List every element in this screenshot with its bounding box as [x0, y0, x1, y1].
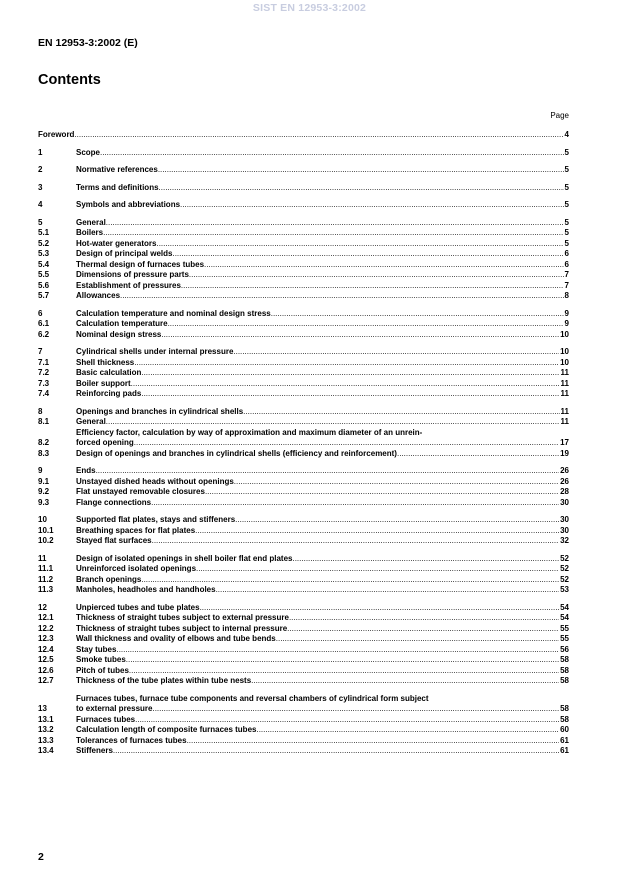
- toc-entry-title: Nominal design stress: [76, 329, 162, 339]
- toc-entry[interactable]: [38, 634, 569, 645]
- toc-entry-page: 52: [560, 553, 569, 563]
- dot-leader: [180, 200, 564, 211]
- toc-entry-page: 61: [560, 735, 569, 745]
- toc-entry[interactable]: [38, 165, 569, 176]
- toc-entry-title: Design of isolated openings in shell boiler flat end plates: [76, 553, 293, 563]
- toc-entry-title: General: [76, 217, 106, 227]
- toc-entry[interactable]: [38, 148, 569, 159]
- toc-entry-title: Flat unstayed removable closures: [76, 487, 205, 496]
- toc-entry-title: Allowances: [76, 291, 121, 300]
- dot-leader: [205, 487, 559, 498]
- dot-leader: [152, 704, 559, 715]
- toc-entry-page: 9: [564, 319, 569, 328]
- dot-leader: [161, 330, 559, 341]
- dot-leader: [131, 379, 560, 390]
- toc-entry-page: 32: [560, 536, 569, 545]
- toc-entry-page: 28: [560, 487, 569, 496]
- toc-entry-page: 52: [560, 574, 569, 584]
- toc-entry-page: 58: [560, 676, 569, 685]
- toc-entry-number: 10: [38, 515, 47, 524]
- toc-entry-number: 5.6: [38, 280, 50, 290]
- table-of-contents: [38, 130, 569, 757]
- dot-leader: [181, 281, 564, 292]
- toc-entry-title: Symbols and abbreviations: [76, 200, 181, 209]
- toc-entry-number: 5: [38, 217, 43, 227]
- toc-entry-number: 12.2: [38, 623, 54, 633]
- toc-entry[interactable]: [38, 200, 569, 211]
- toc-entry[interactable]: [38, 736, 569, 747]
- toc-entry-number: 11.1: [38, 564, 54, 573]
- dot-leader: [216, 585, 560, 596]
- toc-entry-title: to external pressure: [76, 704, 153, 713]
- toc-entry-number: 7.3: [38, 378, 50, 388]
- toc-entry-page: 10: [560, 357, 569, 367]
- toc-entry-number: 4: [38, 200, 43, 209]
- toc-entry-number: 6: [38, 308, 43, 318]
- toc-entry-number: 12.3: [38, 634, 54, 643]
- toc-entry-page: 7: [564, 280, 569, 290]
- toc-entry-number: 5.4: [38, 259, 50, 269]
- toc-entry[interactable]: [38, 585, 569, 596]
- toc-entry[interactable]: [38, 487, 569, 498]
- toc-entry-title: Design of openings and branches in cylindrical shells (efficiency and reinforcement): [76, 448, 397, 458]
- dot-leader: [234, 477, 559, 488]
- toc-entry-number: 7.2: [38, 368, 50, 377]
- dot-leader: [106, 218, 564, 229]
- dot-leader: [141, 575, 559, 586]
- toc-entry[interactable]: [38, 239, 569, 250]
- toc-entry-title: General: [76, 417, 106, 426]
- toc-entry-title: Furnaces tubes, furnace tube components and reversal chambers of cylindrical form subject: [76, 693, 429, 703]
- toc-entry-page: 30: [560, 497, 569, 507]
- toc-entry-number: 3: [38, 182, 43, 192]
- toc-entry-page: 7: [564, 270, 569, 279]
- dot-leader: [200, 603, 560, 614]
- toc-entry[interactable]: [38, 249, 569, 260]
- toc-entry[interactable]: [38, 466, 569, 477]
- dot-leader: [233, 347, 559, 358]
- dot-leader: [151, 498, 559, 509]
- toc-entry-page: 54: [560, 613, 569, 622]
- toc-entry-number: 5.7: [38, 291, 50, 300]
- toc-entry-title: Unpierced tubes and tube plates: [76, 602, 200, 612]
- dot-leader: [120, 291, 564, 302]
- toc-entry[interactable]: [38, 407, 569, 418]
- dot-leader: [141, 389, 559, 400]
- toc-entry-number: 9: [38, 466, 43, 475]
- toc-entry[interactable]: [38, 347, 569, 358]
- toc-entry-title: Boilers: [76, 228, 104, 237]
- toc-entry-title: Thermal design of furnaces tubes: [76, 259, 205, 269]
- dot-leader: [135, 715, 559, 726]
- toc-entry[interactable]: [38, 319, 569, 330]
- toc-entry-page: 26: [560, 476, 569, 486]
- toc-entry-title: Normative references: [76, 165, 158, 174]
- toc-entry-number: 12: [38, 602, 47, 612]
- toc-entry-page: 53: [560, 585, 569, 594]
- toc-entry-title: Breathing spaces for flat plates: [76, 525, 196, 535]
- toc-entry-page: 19: [560, 448, 569, 458]
- toc-entry[interactable]: [38, 613, 569, 624]
- toc-entry-page: 5: [564, 147, 569, 157]
- toc-entry-page: 11: [560, 406, 569, 416]
- toc-entry-page: 4: [564, 130, 569, 139]
- dot-leader: [113, 746, 559, 757]
- toc-entry-number: 13.4: [38, 746, 54, 755]
- toc-entry[interactable]: [38, 715, 569, 726]
- toc-entry-number: 12.7: [38, 676, 54, 685]
- toc-entry-number: 10.1: [38, 525, 54, 535]
- toc-entry-page: 58: [560, 714, 569, 724]
- toc-entry[interactable]: [38, 270, 569, 281]
- toc-entry-number: 9.3: [38, 497, 50, 507]
- toc-entry-title: forced opening: [76, 438, 134, 447]
- toc-entry-title: Thickness of straight tubes subject to internal pressure: [76, 623, 288, 633]
- toc-entry-page: 11: [560, 368, 569, 377]
- toc-entry-page: 11: [560, 417, 569, 426]
- toc-entry[interactable]: [38, 130, 569, 141]
- dot-leader: [195, 526, 559, 537]
- toc-entry-title: Stiffeners: [76, 746, 113, 755]
- toc-entry-number: 12.1: [38, 613, 54, 622]
- toc-entry[interactable]: [38, 358, 569, 369]
- toc-entry-page: 11: [560, 389, 569, 398]
- toc-entry-page: 60: [560, 725, 569, 734]
- toc-entry[interactable]: [38, 526, 569, 537]
- toc-entry-number: 6.2: [38, 329, 50, 339]
- page-title: Contents: [38, 72, 101, 88]
- toc-entry-page: 6: [564, 259, 569, 269]
- toc-entry-title: Wall thickness and ovality of elbows and tube bends: [76, 634, 276, 643]
- dot-leader: [106, 417, 560, 428]
- toc-entry-title: Manholes, headholes and handholes: [76, 585, 216, 594]
- dot-leader: [172, 249, 563, 260]
- toc-entry-page: 58: [560, 665, 569, 675]
- toc-entry-number: 10.2: [38, 536, 54, 545]
- toc-entry[interactable]: [38, 655, 569, 666]
- toc-entry-title: Terms and definitions: [76, 182, 159, 192]
- toc-entry[interactable]: [38, 554, 569, 565]
- toc-entry-number: 13: [38, 704, 47, 713]
- toc-entry-number: 5.2: [38, 238, 50, 248]
- dot-leader: [204, 260, 564, 271]
- toc-entry-title: Cylindrical shells under internal pressure: [76, 347, 234, 356]
- toc-entry[interactable]: [38, 417, 569, 428]
- toc-entry-number: 2: [38, 165, 43, 174]
- document-id: EN 12953-3:2002 (E): [38, 37, 138, 49]
- dot-leader: [235, 515, 559, 526]
- toc-entry-page: 30: [560, 515, 569, 524]
- toc-entry[interactable]: [38, 218, 569, 229]
- dot-leader: [159, 183, 564, 194]
- toc-entry-page: 58: [560, 704, 569, 713]
- toc-entry-page: 6: [564, 249, 569, 258]
- toc-entry-number: 8: [38, 406, 43, 416]
- toc-entry-title: Openings and branches in cylindrical shells: [76, 406, 244, 416]
- toc-entry-number: 7.4: [38, 389, 50, 398]
- toc-entry[interactable]: [38, 428, 569, 449]
- dot-leader: [397, 449, 559, 460]
- dot-leader: [243, 407, 559, 418]
- toc-entry-title: Pitch of tubes: [76, 665, 129, 675]
- toc-entry-title: Dimensions of pressure parts: [76, 270, 189, 279]
- toc-entry-title: Unstayed dished heads without openings: [76, 476, 234, 486]
- toc-entry-number: 12.5: [38, 655, 54, 664]
- toc-entry-number: 8.2: [38, 438, 50, 447]
- toc-entry-number: 5.1: [38, 228, 50, 237]
- toc-entry-title: Foreword: [38, 130, 75, 139]
- dot-leader: [256, 725, 559, 736]
- toc-entry[interactable]: [38, 725, 569, 736]
- toc-entry-number: 11: [38, 553, 47, 563]
- toc-entry[interactable]: [38, 379, 569, 390]
- toc-entry-title: Ends: [76, 466, 96, 475]
- toc-entry-page: 52: [560, 564, 569, 573]
- dot-leader: [168, 319, 564, 330]
- toc-entry-number: 11.2: [38, 574, 54, 584]
- toc-entry[interactable]: [38, 498, 569, 509]
- toc-entry-title: Efficiency factor, calculation by way of approximation and maximum diameter of an unrein-: [76, 427, 423, 437]
- toc-entry-number: 1: [38, 147, 43, 157]
- page-column-header: Page: [550, 111, 569, 120]
- dot-leader: [158, 165, 564, 176]
- dot-leader: [156, 239, 563, 250]
- toc-entry-title: Calculation temperature: [76, 319, 168, 328]
- toc-entry-number: 9.1: [38, 476, 50, 486]
- toc-entry-page: 9: [564, 308, 569, 318]
- toc-entry-page: 17: [560, 438, 569, 447]
- toc-entry-page: 11: [560, 378, 569, 388]
- toc-entry-number: 5.3: [38, 249, 50, 258]
- toc-entry[interactable]: [38, 281, 569, 292]
- toc-entry-number: 8.1: [38, 417, 50, 426]
- toc-entry-title: Unreinforced isolated openings: [76, 564, 197, 573]
- toc-entry[interactable]: [38, 368, 569, 379]
- toc-entry-page: 5: [564, 217, 569, 227]
- toc-entry-page: 61: [560, 746, 569, 755]
- toc-entry-title: Branch openings: [76, 574, 142, 584]
- toc-entry-page: 54: [560, 602, 569, 612]
- toc-entry-page: 5: [564, 238, 569, 248]
- toc-entry[interactable]: [38, 645, 569, 656]
- dot-leader: [74, 130, 563, 141]
- toc-entry[interactable]: [38, 260, 569, 271]
- dot-leader: [129, 666, 559, 677]
- toc-entry[interactable]: [38, 291, 569, 302]
- dot-leader: [134, 438, 559, 449]
- toc-entry-title: Thickness of straight tubes subject to external pressure: [76, 613, 289, 622]
- toc-entry-title: Supported flat plates, stays and stiffeners: [76, 515, 236, 524]
- toc-entry[interactable]: [38, 536, 569, 547]
- toc-entry-page: 5: [564, 200, 569, 209]
- toc-entry-page: 26: [560, 466, 569, 475]
- toc-entry-title: Flange connections: [76, 497, 152, 507]
- dot-leader: [134, 358, 559, 369]
- toc-entry-page: 8: [564, 291, 569, 300]
- toc-entry-title: Calculation temperature and nominal design stress: [76, 308, 271, 318]
- toc-entry[interactable]: [38, 330, 569, 341]
- toc-entry-page: 30: [560, 525, 569, 535]
- toc-entry-title: Establishment of pressures: [76, 280, 181, 290]
- dot-leader: [96, 466, 560, 477]
- toc-entry[interactable]: [38, 228, 569, 239]
- toc-entry-number: 7: [38, 347, 43, 356]
- toc-entry-page: 58: [560, 655, 569, 664]
- toc-entry-page: 10: [560, 347, 569, 356]
- toc-entry[interactable]: [38, 183, 569, 194]
- toc-entry[interactable]: [38, 666, 569, 677]
- toc-entry-title: Tolerances of furnaces tubes: [76, 735, 187, 745]
- toc-entry-title: Basic calculation: [76, 368, 142, 377]
- dot-leader: [103, 228, 563, 239]
- toc-entry-title: Smoke tubes: [76, 655, 126, 664]
- toc-entry-number: 13.3: [38, 735, 54, 745]
- toc-entry-number: 13.1: [38, 714, 54, 724]
- toc-entry[interactable]: [38, 694, 569, 715]
- toc-entry-title: Reinforcing pads: [76, 389, 142, 398]
- dot-leader: [287, 624, 559, 635]
- toc-entry-number: 5.5: [38, 270, 50, 279]
- dot-leader: [141, 368, 559, 379]
- toc-entry-page: 5: [564, 165, 569, 174]
- toc-entry-title: Shell thickness: [76, 357, 135, 367]
- dot-leader: [152, 536, 560, 547]
- toc-entry-number: 11.3: [38, 585, 54, 594]
- toc-entry[interactable]: [38, 575, 569, 586]
- page-number: 2: [38, 851, 44, 863]
- toc-entry-page: 5: [564, 182, 569, 192]
- dot-leader: [196, 564, 559, 575]
- toc-entry-title: Thickness of the tube plates within tube nests: [76, 676, 252, 685]
- toc-entry-title: Calculation length of composite furnaces tubes: [76, 725, 257, 734]
- dot-leader: [251, 676, 559, 687]
- toc-entry-page: 5: [564, 228, 569, 237]
- toc-entry[interactable]: [38, 389, 569, 400]
- dot-leader: [116, 645, 559, 656]
- toc-entry[interactable]: [38, 564, 569, 575]
- dot-leader: [271, 309, 564, 320]
- toc-entry-title: Design of principal welds: [76, 249, 173, 258]
- toc-entry-number: 8.3: [38, 448, 50, 458]
- toc-entry[interactable]: [38, 676, 569, 687]
- toc-entry[interactable]: [38, 746, 569, 757]
- dot-leader: [187, 736, 560, 747]
- toc-entry-number: 6.1: [38, 319, 50, 328]
- toc-entry[interactable]: [38, 515, 569, 526]
- toc-entry[interactable]: [38, 477, 569, 488]
- toc-entry-page: 56: [560, 644, 569, 654]
- toc-entry[interactable]: [38, 603, 569, 614]
- toc-entry-number: 12.4: [38, 644, 54, 654]
- watermark: SIST EN 12953-3:2002: [252, 2, 367, 14]
- toc-entry-number: 13.2: [38, 725, 54, 734]
- toc-entry[interactable]: [38, 449, 569, 460]
- toc-entry-title: Stay tubes: [76, 644, 117, 654]
- toc-entry-title: Scope: [76, 147, 101, 157]
- toc-entry-page: 55: [560, 634, 569, 643]
- dot-leader: [289, 613, 559, 624]
- toc-entry-title: Boiler support: [76, 378, 131, 388]
- dot-leader: [276, 634, 559, 645]
- toc-entry[interactable]: [38, 624, 569, 635]
- toc-entry[interactable]: [38, 309, 569, 320]
- toc-entry-title: Stayed flat surfaces: [76, 536, 152, 545]
- dot-leader: [189, 270, 564, 281]
- toc-entry-number: 9.2: [38, 487, 50, 496]
- dot-leader: [292, 554, 559, 565]
- toc-entry-number: 12.6: [38, 665, 54, 675]
- dot-leader: [100, 148, 564, 159]
- toc-entry-title: Hot-water generators: [76, 238, 157, 248]
- toc-entry-number: 7.1: [38, 357, 50, 367]
- toc-entry-title: Furnaces tubes: [76, 714, 136, 724]
- toc-entry-page: 10: [560, 329, 569, 339]
- toc-entry-page: 55: [560, 623, 569, 633]
- dot-leader: [126, 655, 559, 666]
